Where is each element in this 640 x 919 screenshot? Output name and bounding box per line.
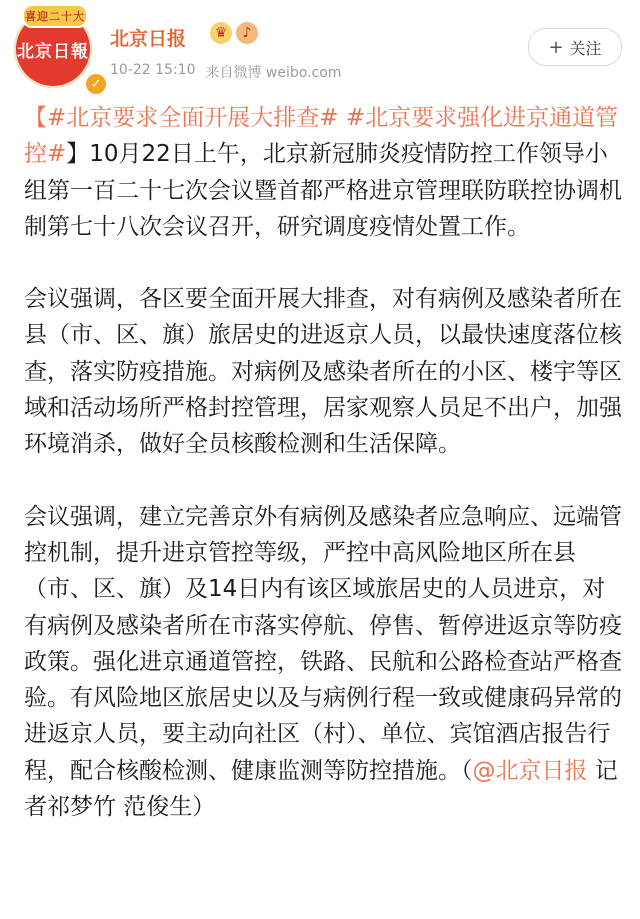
hashtag-link[interactable]: #北京要求全面开展大排查# (47, 105, 339, 131)
paragraph-2: 会议强调，各区要全面开展大排查，对有病例及感染者所在县（市、区、旗）旅居史的进返京人员，以最快速度落位核查，落实防疫措施。对病例及感染者所在的小区、楼宇等区域和活动场所严格封控管理，居家观察人员足不出户，加强环境消杀，做好全员核酸检测和生活保障。 (24, 286, 622, 458)
follow-button[interactable] (528, 28, 622, 66)
name-badges (210, 22, 258, 44)
plus-icon: + (548, 36, 564, 58)
post-header (0, 0, 640, 92)
post-content (24, 100, 624, 825)
avatar-logo: 北京日報 (17, 41, 89, 62)
avatar-badge: 喜迎二十大 (22, 4, 88, 28)
guitar-badge-icon[interactable]: ♪ (236, 22, 258, 44)
paragraph-text: 10月22日上午，北京新冠肺炎疫情防控工作领导小组第一百二十七次会议暨首都严格进京管理联防联控协调机制第七十八次会议召开，研究调度疫情处置工作。 (24, 141, 622, 240)
paragraph-tail: 记者祁梦竹 范俊生） (24, 757, 618, 821)
avatar[interactable] (14, 10, 102, 92)
verified-icon: ✓ (84, 72, 108, 96)
mention-link[interactable]: @北京日报 (472, 757, 588, 784)
follow-label: 关注 (569, 38, 602, 58)
crown-badge-icon[interactable]: ♛ (210, 22, 232, 44)
bracket-open: 【 (24, 105, 47, 131)
post-time: 10-22 15:10 (110, 62, 196, 78)
account-name[interactable]: 北京日报 (110, 28, 187, 50)
post-meta (110, 62, 341, 82)
bracket-close: 】 (66, 141, 90, 168)
paragraph-1 (24, 100, 624, 245)
tag-space (339, 105, 346, 131)
paragraph-3 (24, 499, 624, 826)
post-source: 来自微博 weibo.com (205, 65, 342, 81)
hashtag-link[interactable]: #北京要求强化进京通道管控# (24, 105, 619, 168)
paragraph-text: 会议强调，建立完善京外有病例及感染者应急响应、远端管控机制，提升进京管控等级，严控中高风险地区所在县（市、区、旗）及14日内有该区域旅居史的人员进京，对有病例及感染者所在市落实停航、停售、暂停进返京等防疫政策。强化进京通道管控，铁路、民航和公路检查站严格查验。有风险地区旅居史以及与病例行程一致或健康码异常的进返京人员，要主动向社区（村）、单位、宾馆酒店报告行程，配合核酸检测、健康监测等防控措施。（ (24, 503, 622, 784)
